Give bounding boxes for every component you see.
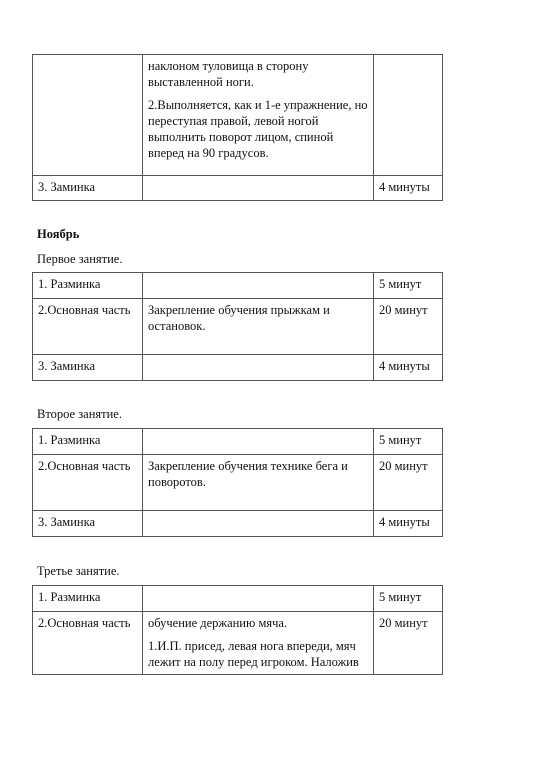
- table-row: [33, 511, 443, 537]
- table-row: [33, 586, 443, 612]
- table-row: [33, 455, 443, 511]
- lesson-title: Третье занятие.: [37, 564, 120, 578]
- table-cell: Закрепление обучения прыжкам и остановок.: [143, 299, 374, 355]
- table-cell: 1. Разминка: [33, 429, 143, 455]
- table-cell: [143, 176, 374, 201]
- table-cell: 20 минут: [374, 612, 443, 675]
- table-cell: Закрепление обучения технике бега и поворотов.: [143, 455, 374, 511]
- table-row: [33, 299, 443, 355]
- month-heading: Ноябрь: [37, 227, 80, 241]
- table-cell: 1. Разминка: [33, 586, 143, 612]
- table-cell: [143, 273, 374, 299]
- table-cell: 3. Заминка: [33, 511, 143, 537]
- continuation-table: [32, 54, 443, 201]
- table-cell: 5 минут: [374, 429, 443, 455]
- table-cell: 5 минут: [374, 586, 443, 612]
- exercise-text: 2.Выполняется, как и 1-е упражнение, но переступая правой, левой ногой выполнить поворот лицом, спиной вперед на 90 градусов.: [148, 98, 368, 160]
- lesson-table: [32, 585, 443, 675]
- table-row: [33, 429, 443, 455]
- table-cell: [143, 355, 374, 381]
- table-cell: [33, 55, 143, 176]
- table-cell: [374, 55, 443, 176]
- lesson-title: Первое занятие.: [37, 252, 123, 266]
- table-cell: 5 минут: [374, 273, 443, 299]
- table-cell: 1. Разминка: [33, 273, 143, 299]
- table-cell: 20 минут: [374, 299, 443, 355]
- table-cell: [143, 511, 374, 537]
- exercise-text: наклоном туловища в сторону выставленной ноги.: [148, 59, 309, 89]
- lesson-table: [32, 272, 443, 381]
- exercise-text: обучение держанию мяча.: [148, 616, 288, 630]
- table-cell: 3. Заминка: [33, 176, 143, 201]
- table-cell: 4 минуты: [374, 176, 443, 201]
- lesson-title: Второе занятие.: [37, 407, 122, 421]
- table-cell: 4 минуты: [374, 511, 443, 537]
- table-row: [33, 176, 443, 201]
- table-row: [33, 273, 443, 299]
- table-cell: 2.Основная часть: [33, 455, 143, 511]
- table-cell: [143, 586, 374, 612]
- table-cell: 20 минут: [374, 455, 443, 511]
- table-row: [33, 55, 443, 176]
- table-row: [33, 612, 443, 675]
- table-cell: 2.Основная часть: [33, 612, 143, 675]
- table-cell: [143, 429, 374, 455]
- lesson-table: [32, 428, 443, 537]
- table-row: [33, 355, 443, 381]
- table-cell: [143, 612, 374, 675]
- table-cell: 2.Основная часть: [33, 299, 143, 355]
- table-cell: 3. Заминка: [33, 355, 143, 381]
- table-cell: [143, 55, 374, 176]
- exercise-text: 1.И.П. присед, левая нога впереди, мяч лежит на полу перед игроком. Наложив: [148, 639, 359, 669]
- table-cell: 4 минуты: [374, 355, 443, 381]
